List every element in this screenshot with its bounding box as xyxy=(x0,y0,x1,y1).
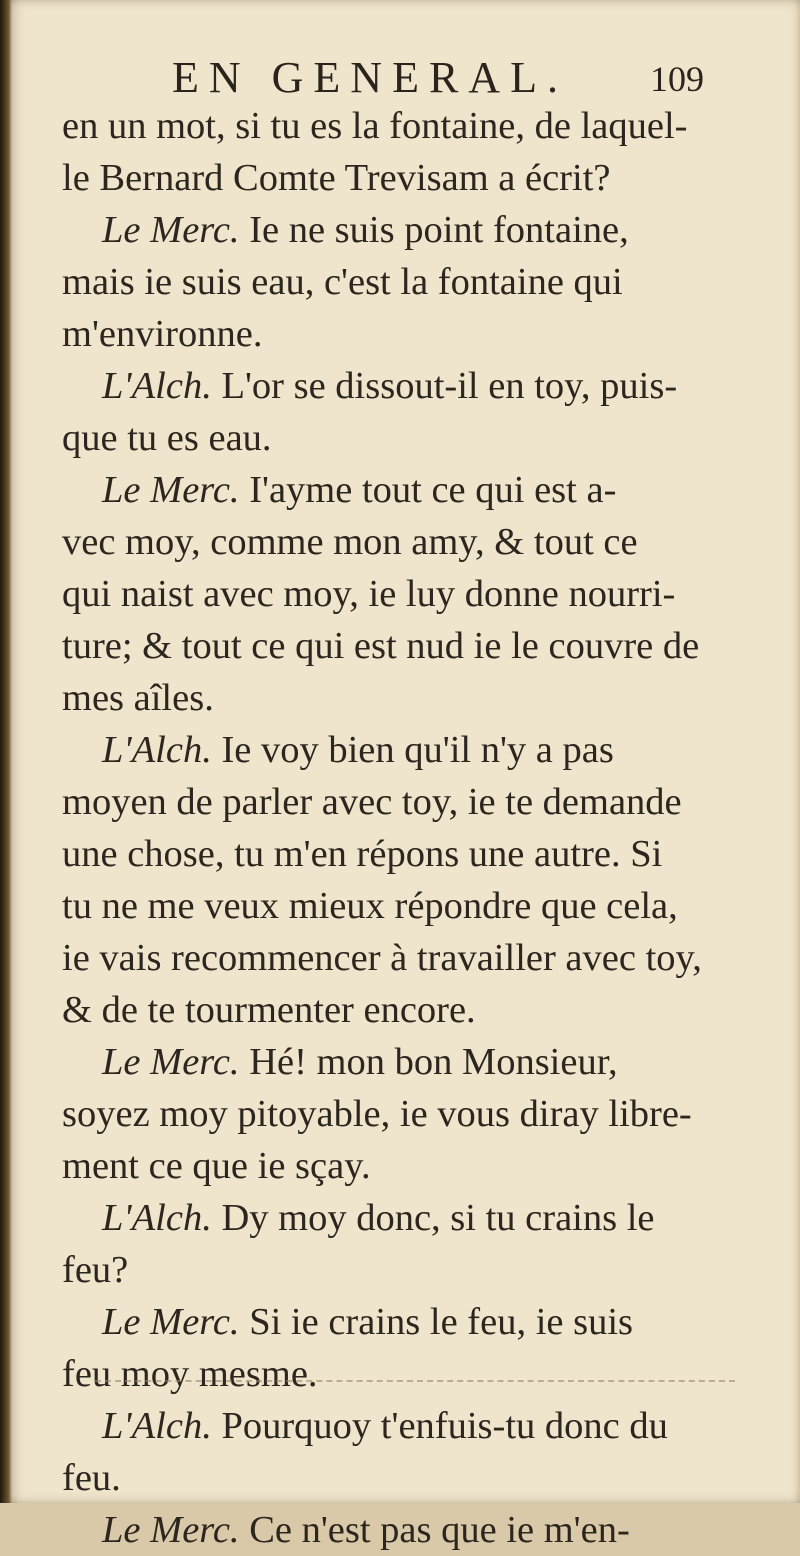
text-line xyxy=(62,880,762,932)
running-head-title: EN GENERAL. xyxy=(172,53,568,102)
text-line xyxy=(62,1400,762,1452)
line-text: soyez moy pitoyable, ie vous diray libre- xyxy=(62,1093,692,1135)
speaker-label: L'Alch. xyxy=(102,729,212,771)
text-line xyxy=(62,256,762,308)
text-line xyxy=(62,984,762,1036)
text-line xyxy=(62,1036,762,1088)
line-text: qui naist avec moy, ie luy donne nourri- xyxy=(62,573,676,615)
line-text: mais ie suis eau, c'est la fontaine qui xyxy=(62,261,623,303)
text-line xyxy=(62,1452,762,1504)
bleed-through-marks xyxy=(95,1374,735,1382)
line-text: m'environne. xyxy=(62,313,263,355)
page-gutter-shadow xyxy=(0,0,12,1503)
line-text: Ie ne suis point fontaine, xyxy=(239,209,629,251)
line-text: feu? xyxy=(62,1249,129,1291)
line-text: I'ayme tout ce qui est a- xyxy=(239,469,617,511)
line-text: L'or se dissout-il en toy, puis- xyxy=(211,365,678,407)
text-line xyxy=(62,100,762,152)
speaker-label: Le Merc. xyxy=(102,1301,240,1343)
line-text: vec moy, comme mon amy, & tout ce xyxy=(62,521,638,563)
speaker-label: Le Merc. xyxy=(102,1509,240,1551)
line-text: ture; & tout ce qui est nud ie le couvre de xyxy=(62,625,700,667)
text-line xyxy=(62,1504,762,1556)
speaker-label: Le Merc. xyxy=(102,1041,240,1083)
line-text: Dy moy donc, si tu crains le xyxy=(211,1197,655,1239)
text-line xyxy=(62,568,762,620)
line-text: Si ie crains le feu, ie suis xyxy=(239,1301,634,1343)
running-head xyxy=(0,52,800,102)
speaker-label: Le Merc. xyxy=(102,469,240,511)
line-text: une chose, tu m'en répons une autre. Si xyxy=(62,833,663,875)
speaker-label: Le Merc. xyxy=(102,209,240,251)
text-line xyxy=(62,464,762,516)
speaker-label: L'Alch. xyxy=(102,1197,212,1239)
text-line xyxy=(62,724,762,776)
line-text: tu ne me veux mieux répondre que cela, xyxy=(62,885,678,927)
text-line xyxy=(62,1296,762,1348)
line-text: Hé! mon bon Monsieur, xyxy=(239,1041,618,1083)
text-line xyxy=(62,516,762,568)
text-line xyxy=(62,204,762,256)
page-text xyxy=(62,100,762,1556)
text-line xyxy=(62,776,762,828)
line-text: ment ce que ie sçay. xyxy=(62,1145,371,1187)
line-text: moyen de parler avec toy, ie te demande xyxy=(62,781,682,823)
line-text: que tu es eau. xyxy=(62,417,272,459)
line-text: le Bernard Comte Trevisam a écrit? xyxy=(62,157,611,199)
line-text: feu moy mesme. xyxy=(62,1353,318,1395)
text-line xyxy=(62,932,762,984)
text-line xyxy=(62,1244,762,1296)
text-line xyxy=(62,672,762,724)
speaker-label: L'Alch. xyxy=(102,1405,212,1447)
line-text: Ie voy bien qu'il n'y a pas xyxy=(211,729,614,771)
line-text: & de te tourmenter encore. xyxy=(62,989,476,1031)
text-line xyxy=(62,1192,762,1244)
line-text: Pourquoy t'enfuis-tu donc du xyxy=(211,1405,668,1447)
text-line xyxy=(62,412,762,464)
line-text: feu. xyxy=(62,1457,121,1499)
text-line xyxy=(62,1088,762,1140)
text-line xyxy=(62,828,762,880)
text-line xyxy=(62,1140,762,1192)
line-text: mes aîles. xyxy=(62,677,214,719)
text-line xyxy=(62,360,762,412)
text-line xyxy=(62,152,762,204)
line-text: en un mot, si tu es la fontaine, de laquel- xyxy=(62,105,688,147)
speaker-label: L'Alch. xyxy=(102,365,212,407)
line-text: ie vais recommencer à travailler avec toy, xyxy=(62,937,702,979)
page-number: 109 xyxy=(650,59,704,99)
text-line xyxy=(62,620,762,672)
line-text: Ce n'est pas que ie m'en- xyxy=(239,1509,630,1551)
text-line xyxy=(62,308,762,360)
